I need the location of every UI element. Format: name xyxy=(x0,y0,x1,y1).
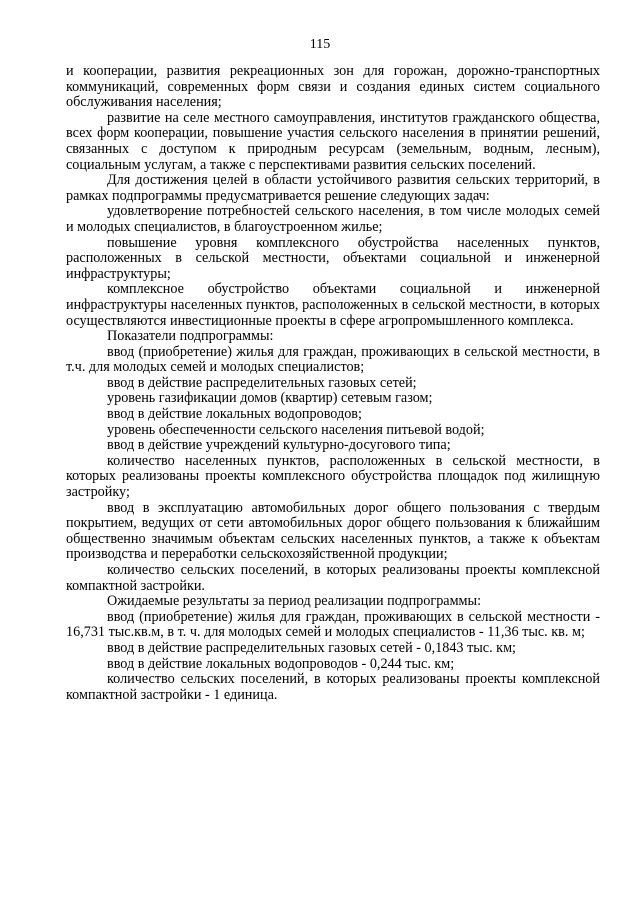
list-item: уровень газификации домов (квартир) сетевым газом; xyxy=(107,390,433,407)
paragraph: развитие на селе местного самоуправления, институтов гражданского общества, всех форм кооперации, повышение участия сельского населения в принятии решений, связанных с доступом к природным ресурсам (земельным, водным, лесным), социальным услугам, а также с перспективами развития сельских поселений. xyxy=(66,109,600,173)
list-item: ввод в действие распределительных газовых сетей - 0,1843 тыс. км; xyxy=(107,639,516,656)
list-item: удовлетворение потребностей сельского населения, в том числе молодых семей и молодых специалистов, в благоустроенном жилье; xyxy=(66,203,600,235)
document-body xyxy=(66,64,600,703)
list-item: ввод в действие учреждений культурно-досугового типа; xyxy=(107,437,451,454)
list-item: количество сельских поселений, в которых реализованы проекты комплексной компактной застройки. xyxy=(66,562,600,594)
list-item: количество сельских поселений, в которых реализованы проекты комплексной компактной застройки - 1 единица. xyxy=(66,671,600,703)
section-heading: Показатели подпрограммы: xyxy=(107,328,274,345)
list-item: ввод в эксплуатацию автомобильных дорог общего пользования с твердым покрытием, ведущих от сети автомобильных дорог общего пользования к ближайшим общественно значимым объектам сельских населенных пунктов, а также к объектам производства и переработки сельскохозяйственной продукции; xyxy=(66,499,600,563)
list-item: ввод (приобретение) жилья для граждан, проживающих в сельской местности - 16,731 тыс.кв.м, в т. ч. для молодых семей и молодых специалистов - 11,36 тыс. кв. м; xyxy=(66,608,600,641)
paragraph: и кооперации, развития рекреационных зон для горожан, дорожно-транспортных коммуникаций, современных форм связи и создания единых систем социального обслуживания населения; xyxy=(66,63,600,111)
paragraph: Для достижения целей в области устойчивого развития сельских территорий, в рамках подпрограммы предусматривается решение следующих задач: xyxy=(66,172,600,204)
section-heading: Ожидаемые результаты за период реализации подпрограммы: xyxy=(107,593,482,610)
list-item: комплексное обустройство объектами социальной и инженерной инфраструктуры населенных пунктов, расположенных в сельской местности, в которых осуществляются инвестиционные проекты в сфере агропромышленного комплекса. xyxy=(66,281,600,329)
list-item: ввод в действие локальных водопроводов - 0,244 тыс. км; xyxy=(107,655,455,672)
list-item: ввод (приобретение) жилья для граждан, проживающих в сельской местности, в т.ч. для молодых семей и молодых специалистов; xyxy=(66,343,600,376)
list-item: уровень обеспеченности сельского населения питьевой водой; xyxy=(107,421,485,438)
list-item: повышение уровня комплексного обустройства населенных пунктов, расположенных в сельской местности, объектами социальной и инженерной инфраструктуры; xyxy=(66,234,600,282)
list-item: ввод в действие локальных водопроводов; xyxy=(107,406,362,423)
list-item: ввод в действие распределительных газовых сетей; xyxy=(107,374,417,391)
page-number: 115 xyxy=(309,37,331,52)
list-item: количество населенных пунктов, расположенных в сельской местности, в которых реализованы проекты комплексного обустройства площадок под жилищную застройку; xyxy=(66,452,600,501)
